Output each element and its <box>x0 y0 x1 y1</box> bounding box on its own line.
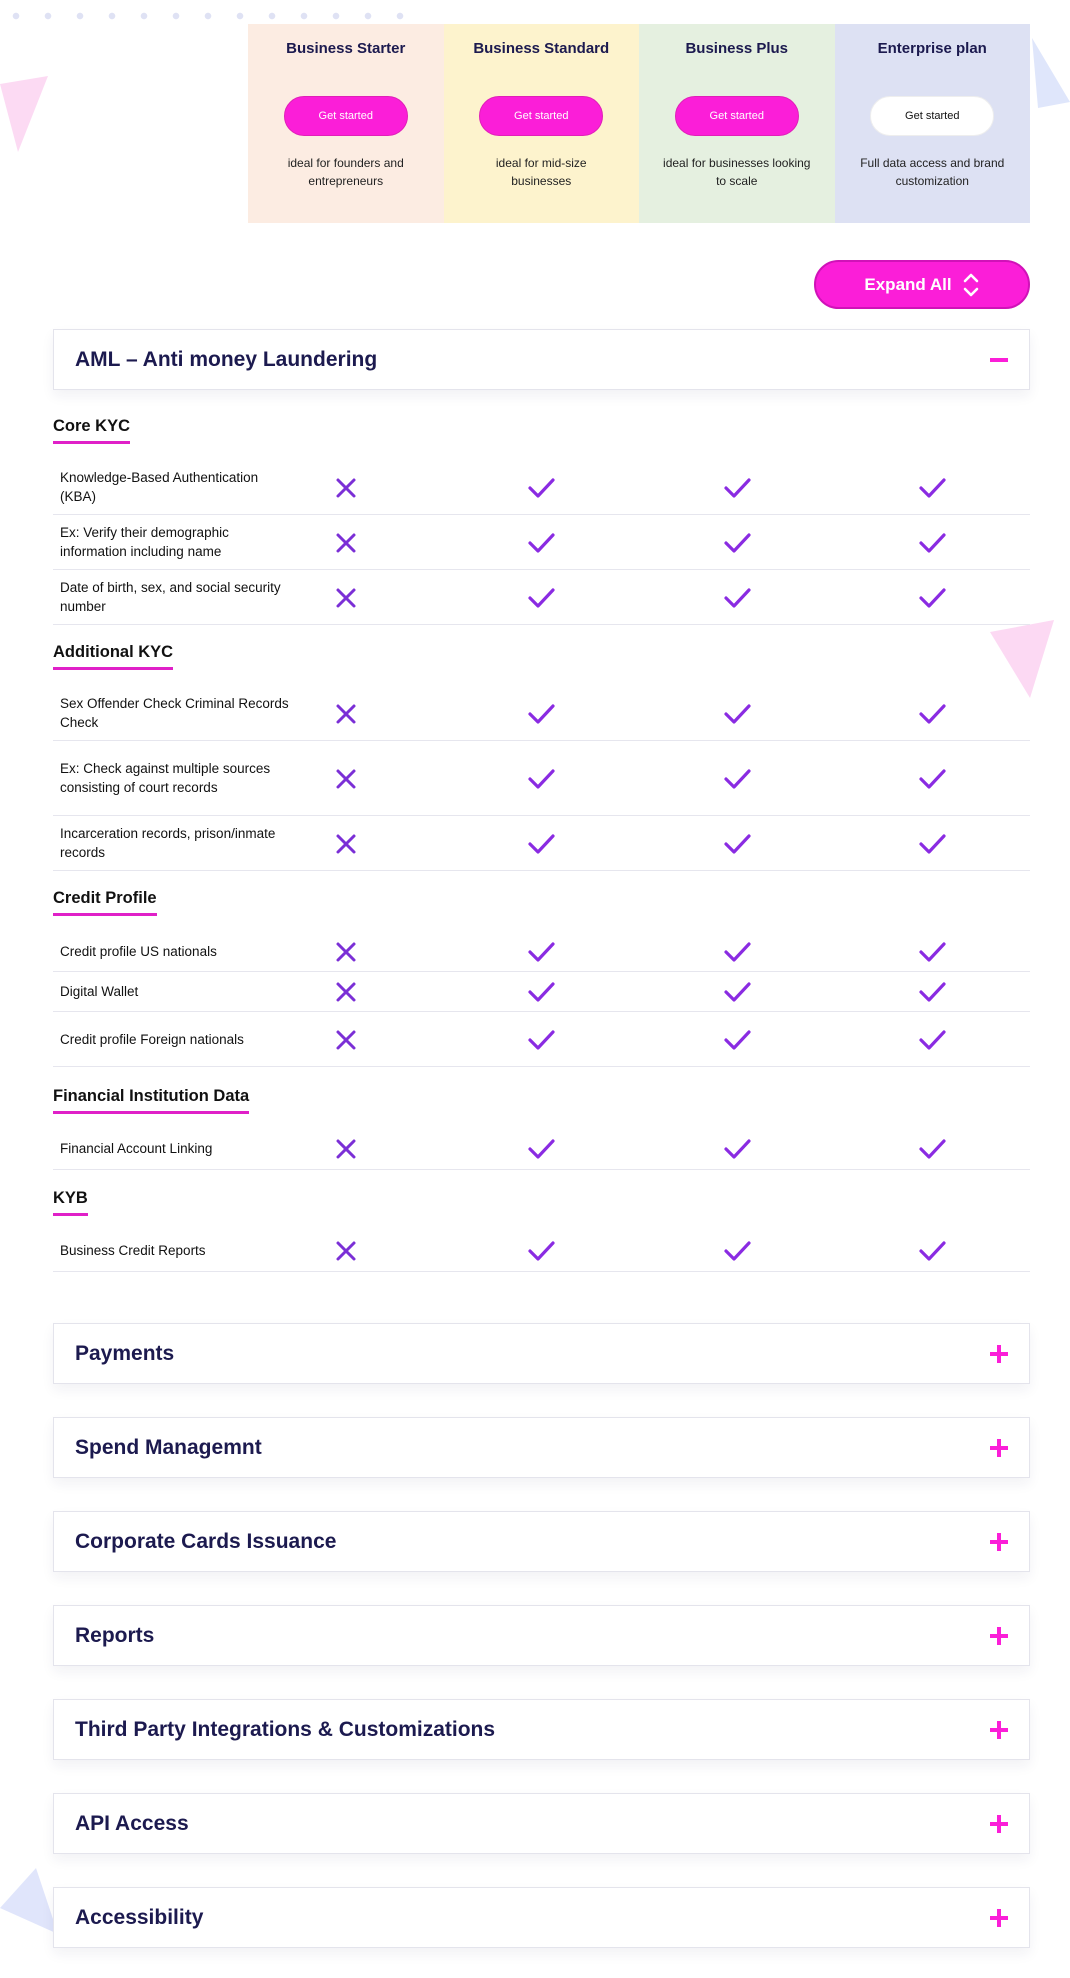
cross-icon <box>331 583 361 613</box>
check-icon <box>722 829 752 859</box>
check-icon <box>722 977 752 1007</box>
check-icon <box>917 1236 947 1266</box>
accordion-title: Accessibility <box>75 1905 204 1929</box>
check-icon <box>917 937 947 967</box>
feature-label: Incarceration records, prison/inmate records <box>60 826 276 860</box>
check-icon <box>917 473 947 503</box>
plan-name: Business Standard <box>473 40 610 57</box>
check-icon <box>917 528 947 558</box>
plus-icon[interactable] <box>989 1438 1009 1458</box>
check-icon <box>526 937 556 967</box>
check-icon <box>917 583 947 613</box>
accordion-corporate-cards-issuance[interactable] <box>53 1511 1030 1572</box>
plus-icon[interactable] <box>989 1532 1009 1552</box>
decorative-triangle-bottom-left <box>0 1868 60 1938</box>
cross-icon <box>331 473 361 503</box>
plus-icon[interactable] <box>989 1908 1009 1928</box>
decorative-triangle-left <box>0 76 50 156</box>
cross-icon <box>331 1025 361 1055</box>
accordion-title: AML – Anti money Laundering <box>75 347 378 371</box>
section-heading: Credit Profile <box>53 889 157 916</box>
check-icon <box>722 699 752 729</box>
cross-icon <box>331 977 361 1007</box>
get-started-button[interactable]: Get started <box>675 96 799 136</box>
get-started-button[interactable]: Get started <box>284 96 408 136</box>
feature-label: Credit profile Foreign nationals <box>60 1031 244 1047</box>
feature-label: Digital Wallet <box>60 984 139 999</box>
cross-icon <box>331 1236 361 1266</box>
cross-icon <box>331 829 361 859</box>
accordion-accessibility[interactable] <box>53 1887 1030 1948</box>
check-icon <box>917 1134 947 1164</box>
plan-description: Full data access and brand customization <box>860 156 1005 188</box>
table-row <box>53 1012 1030 1067</box>
check-icon <box>917 977 947 1007</box>
check-icon <box>526 583 556 613</box>
section-heading: KYB <box>53 1189 88 1216</box>
accordion-title: Third Party Integrations & Customizations <box>75 1717 496 1741</box>
check-icon <box>526 829 556 859</box>
plan-column-starter <box>248 24 444 223</box>
check-icon <box>722 473 752 503</box>
feature-label: Knowledge-Based Authentication (KBA) <box>60 470 259 504</box>
accordion-spend-managemnt[interactable] <box>53 1417 1030 1478</box>
check-icon <box>526 528 556 558</box>
plan-name: Business Plus <box>685 40 789 57</box>
plan-description: ideal for businesses looking to scale <box>663 156 811 188</box>
check-icon <box>917 764 947 794</box>
plan-description: ideal for founders and entrepreneurs <box>287 156 404 188</box>
check-icon <box>917 699 947 729</box>
accordion-aml[interactable] <box>53 329 1030 390</box>
accordion-title: Reports <box>75 1623 155 1647</box>
get-started-button[interactable]: Get started <box>870 96 994 136</box>
plus-icon[interactable] <box>989 1626 1009 1646</box>
check-icon <box>722 937 752 967</box>
cross-icon <box>331 528 361 558</box>
table-row <box>53 686 1030 741</box>
cross-icon <box>331 1134 361 1164</box>
accordion-title: API Access <box>75 1811 189 1835</box>
table-row <box>53 515 1030 570</box>
check-icon <box>722 1236 752 1266</box>
accordion-reports[interactable] <box>53 1605 1030 1666</box>
accordion-title: Payments <box>75 1341 175 1365</box>
table-row <box>53 570 1030 625</box>
feature-label: Credit profile US nationals <box>60 944 217 959</box>
check-icon <box>526 977 556 1007</box>
feature-label: Sex Offender Check Criminal Records Check <box>60 696 289 730</box>
plan-name: Enterprise plan <box>877 40 987 57</box>
accordion-payments[interactable] <box>53 1323 1030 1384</box>
expand-all-button[interactable] <box>814 260 1030 309</box>
accordion-title: Corporate Cards Issuance <box>75 1529 337 1553</box>
cross-icon <box>331 764 361 794</box>
accordion-api-access[interactable] <box>53 1793 1030 1854</box>
check-icon <box>526 1236 556 1266</box>
table-row <box>53 1128 1030 1170</box>
check-icon <box>722 1025 752 1055</box>
decorative-triangle-top-right <box>1032 38 1070 108</box>
accordion-title: Spend Managemnt <box>75 1435 262 1459</box>
section-heading: Core KYC <box>53 417 130 444</box>
minus-icon[interactable] <box>989 350 1009 370</box>
check-icon <box>526 1134 556 1164</box>
plus-icon[interactable] <box>989 1344 1009 1364</box>
check-icon <box>526 699 556 729</box>
cross-icon <box>331 699 361 729</box>
expand-all-label: Expand All <box>864 274 952 294</box>
table-row <box>53 972 1030 1012</box>
check-icon <box>722 1134 752 1164</box>
section-heading: Financial Institution Data <box>53 1087 249 1114</box>
feature-label: Ex: Check against multiple sources consisting of court records <box>60 761 271 795</box>
get-started-button[interactable]: Get started <box>479 96 603 136</box>
feature-label: Business Credit Reports <box>60 1243 206 1258</box>
plans-header <box>248 24 1030 223</box>
section-heading: Additional KYC <box>53 643 173 670</box>
plus-icon[interactable] <box>989 1720 1009 1740</box>
plan-description: ideal for mid-size businesses <box>495 156 587 188</box>
check-icon <box>722 764 752 794</box>
accordion-third-party-integrations-customizations[interactable] <box>53 1699 1030 1760</box>
table-row <box>53 460 1030 515</box>
check-icon <box>917 1025 947 1055</box>
plan-column-enterprise <box>835 24 1031 223</box>
cross-icon <box>331 937 361 967</box>
check-icon <box>722 528 752 558</box>
table-row <box>53 1230 1030 1272</box>
check-icon <box>722 583 752 613</box>
check-icon <box>526 764 556 794</box>
table-row <box>53 932 1030 972</box>
check-icon <box>526 473 556 503</box>
feature-label: Date of birth, sex, and social security number <box>60 580 281 614</box>
table-row <box>53 816 1030 871</box>
feature-label: Ex: Verify their demographic information including name <box>60 525 229 559</box>
plan-column-standard <box>444 24 640 223</box>
decorative-dots <box>0 10 420 22</box>
plus-icon[interactable] <box>989 1814 1009 1834</box>
check-icon <box>526 1025 556 1055</box>
plan-column-plus <box>639 24 835 223</box>
plan-name: Business Starter <box>286 40 406 57</box>
check-icon <box>917 829 947 859</box>
table-row <box>53 741 1030 816</box>
chevron-up-down-icon <box>962 270 980 300</box>
feature-label: Financial Account Linking <box>60 1141 213 1156</box>
